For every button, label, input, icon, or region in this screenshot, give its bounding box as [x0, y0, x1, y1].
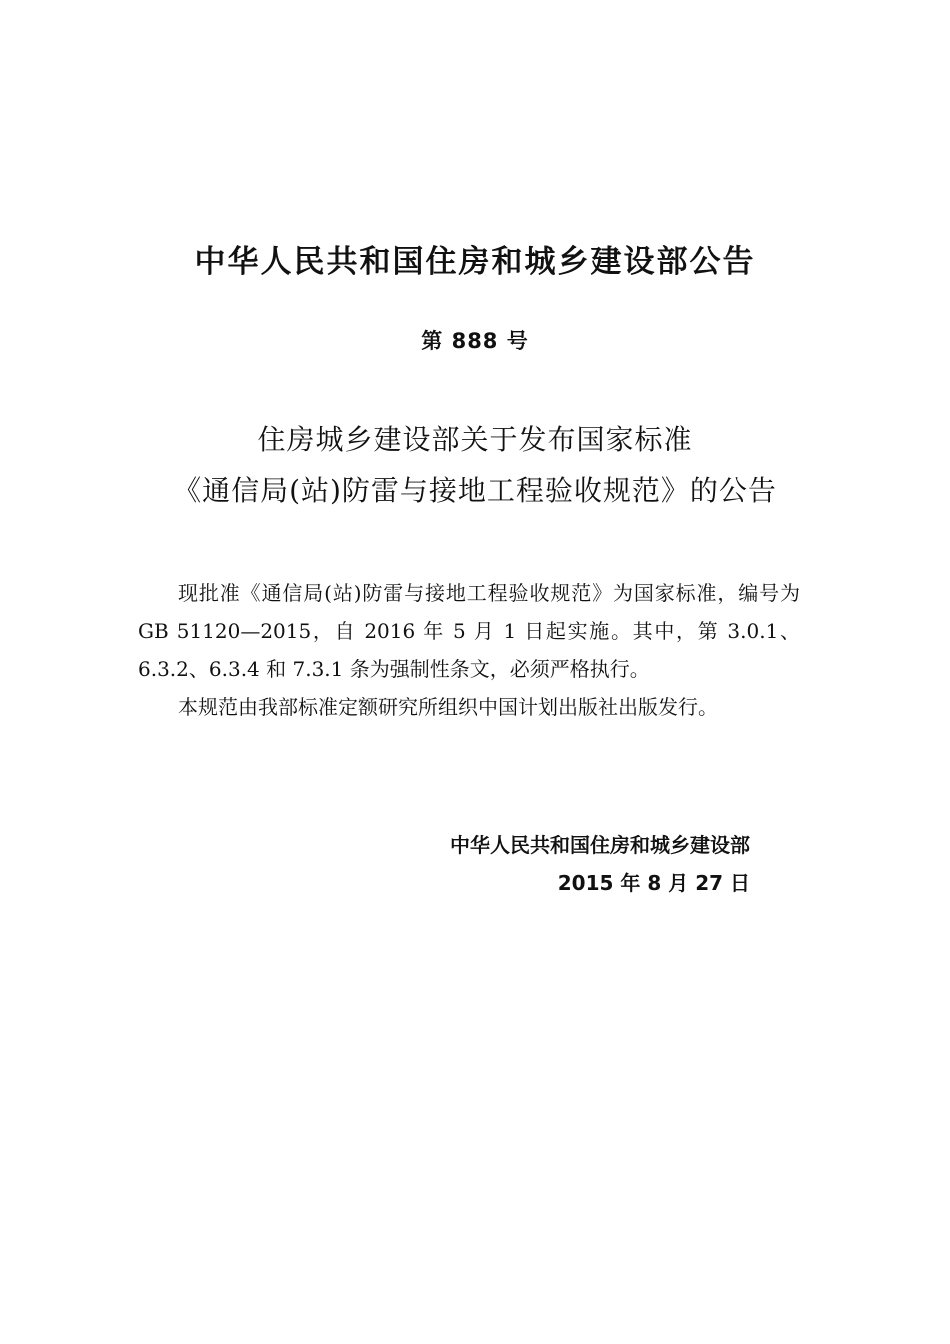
issuer-title: 中华人民共和国住房和城乡建设部公告 — [194, 244, 756, 280]
signature-block — [450, 826, 750, 902]
body-paragraph-2: 本规范由我部标准定额研究所组织中国计划出版社出版发行。 — [178, 695, 718, 719]
subject-line-2: 《通信局(站)防雷与接地工程验收规范》的公告 — [173, 474, 777, 507]
announcement-body — [138, 574, 800, 726]
subject-line-1: 住房城乡建设部关于发布国家标准 — [257, 423, 693, 456]
notice-number: 第 888 号 — [421, 329, 529, 353]
signature-date: 2015 年 8 月 27 日 — [557, 871, 750, 895]
signature-organization: 中华人民共和国住房和城乡建设部 — [450, 833, 750, 857]
body-paragraph-1: 现批准《通信局(站)防雷与接地工程验收规范》为国家标准，编号为 GB 51120—2015，自 2016 年 5 月 1 日起实施。其中，第 3.0.1、6.3.2、6.3.4 和 7.3.1 条为强制性条文，必须严格执行。 — [138, 581, 800, 681]
